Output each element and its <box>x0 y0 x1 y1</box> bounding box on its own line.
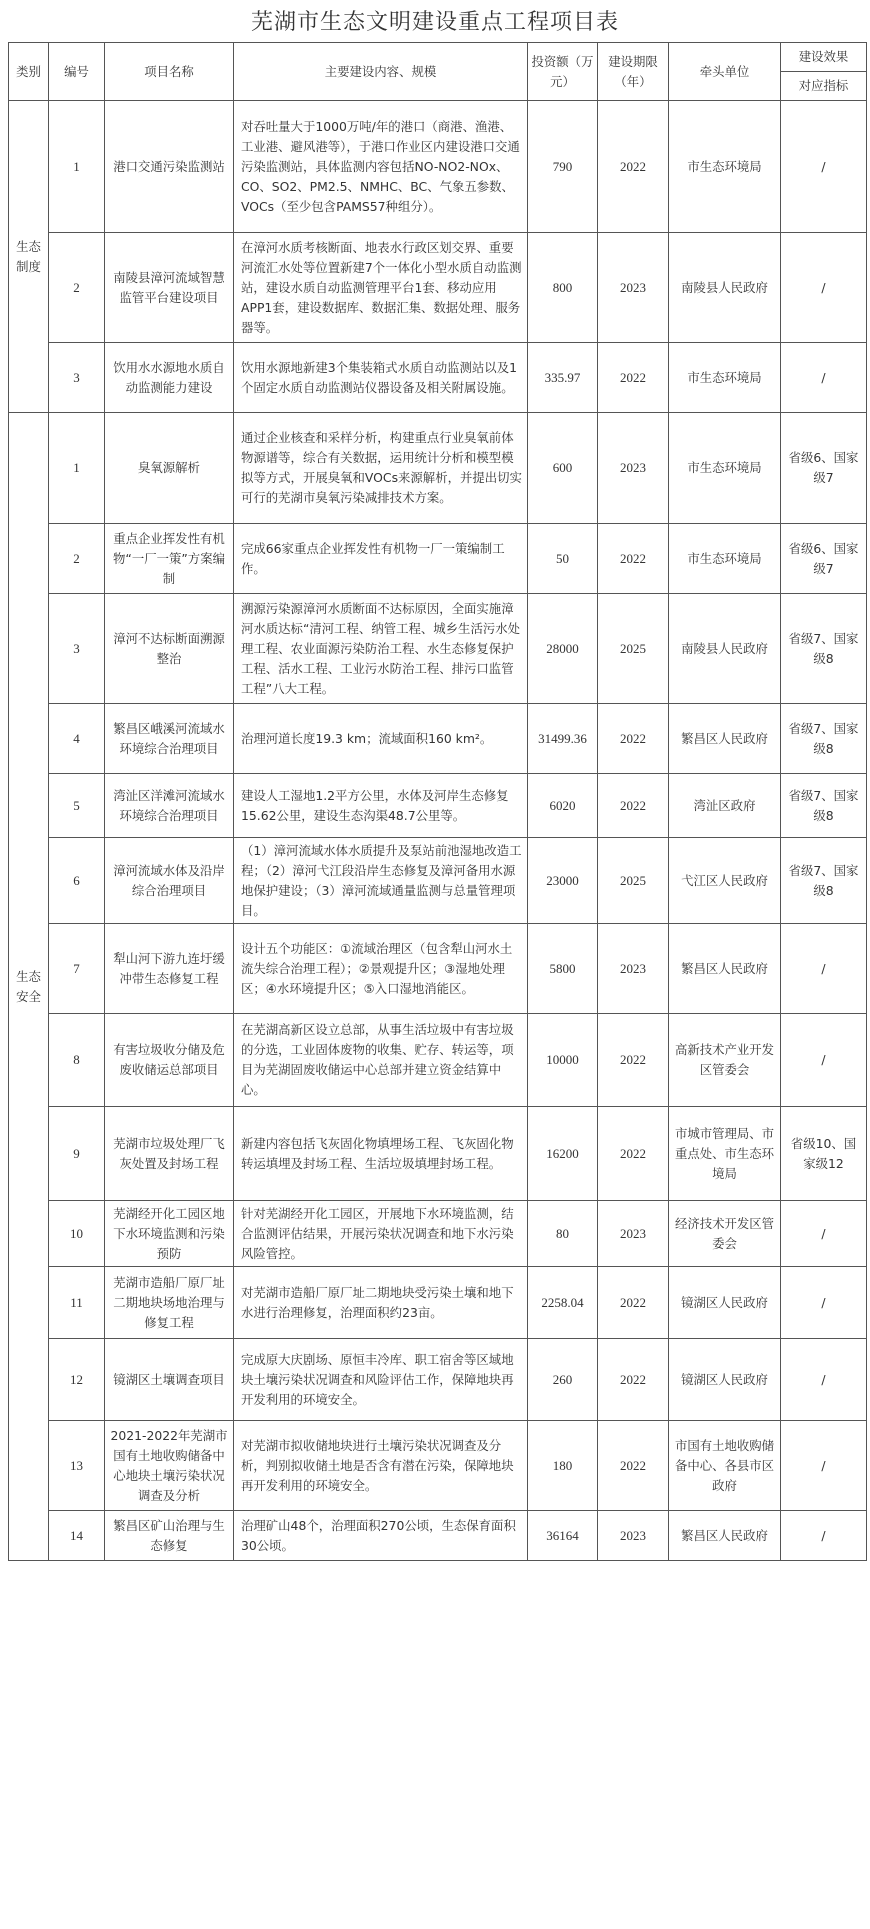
project-invest: 50 <box>528 524 598 594</box>
project-lead: 繁昌区人民政府 <box>669 1511 781 1561</box>
project-name: 南陵县漳河流域智慧监管平台建设项目 <box>105 233 234 343</box>
project-period: 2025 <box>598 594 669 704</box>
project-content: （1）漳河流域水体水质提升及泵站前池湿地改造工程；（2）漳河弋江段沿岸生态修复及漳河备用水源地保护建设；（3）漳河流域通量监测与总量管理项目。 <box>234 838 528 924</box>
project-indicator: 省级7、国家级8 <box>781 594 867 704</box>
project-name: 繁昌区峨溪河流域水环境综合治理项目 <box>105 704 234 774</box>
project-indicator: / <box>781 1267 867 1339</box>
project-indicator: / <box>781 1339 867 1421</box>
table-row <box>9 704 867 774</box>
project-period: 2023 <box>598 924 669 1014</box>
project-period: 2022 <box>598 704 669 774</box>
project-indicator: / <box>781 1201 867 1267</box>
project-indicator: / <box>781 343 867 413</box>
project-no: 1 <box>49 413 105 524</box>
table-row <box>9 101 867 233</box>
project-no: 3 <box>49 343 105 413</box>
header-row-top <box>9 43 867 72</box>
project-indicator: 省级7、国家级8 <box>781 774 867 838</box>
project-period: 2022 <box>598 1339 669 1421</box>
project-invest: 31499.36 <box>528 704 598 774</box>
project-indicator: / <box>781 101 867 233</box>
header-content: 主要建设内容、规模 <box>234 43 528 101</box>
project-invest: 790 <box>528 101 598 233</box>
project-indicator: 省级7、国家级8 <box>781 838 867 924</box>
header-category: 类别 <box>9 43 49 101</box>
project-invest: 260 <box>528 1339 598 1421</box>
header-name: 项目名称 <box>105 43 234 101</box>
project-no: 2 <box>49 233 105 343</box>
project-period: 2022 <box>598 1107 669 1201</box>
project-indicator: / <box>781 924 867 1014</box>
project-name: 镜湖区土壤调查项目 <box>105 1339 234 1421</box>
project-indicator: / <box>781 1014 867 1107</box>
project-content: 设计五个功能区：①流域治理区（包含犁山河水土流失综合治理工程）；②景观提升区；③湿地处理区；④水环境提升区；⑤入口湿地消能区。 <box>234 924 528 1014</box>
project-indicator: / <box>781 1511 867 1561</box>
project-content: 治理河道长度19.3 km；流域面积160 km²。 <box>234 704 528 774</box>
project-no: 3 <box>49 594 105 704</box>
project-no: 13 <box>49 1421 105 1511</box>
project-lead: 镜湖区人民政府 <box>669 1339 781 1421</box>
project-lead: 南陵县人民政府 <box>669 233 781 343</box>
table-row <box>9 1421 867 1511</box>
project-lead: 市生态环境局 <box>669 413 781 524</box>
table-row <box>9 524 867 594</box>
table-row <box>9 1201 867 1267</box>
project-period: 2025 <box>598 838 669 924</box>
project-lead: 市生态环境局 <box>669 524 781 594</box>
project-invest: 800 <box>528 233 598 343</box>
table-row <box>9 1339 867 1421</box>
project-invest: 23000 <box>528 838 598 924</box>
project-lead: 市城市管理局、市重点处、市生态环境局 <box>669 1107 781 1201</box>
table-row <box>9 1267 867 1339</box>
header-invest: 投资额（万元） <box>528 43 598 101</box>
project-no: 1 <box>49 101 105 233</box>
project-name: 有害垃圾收分储及危废收储运总部项目 <box>105 1014 234 1107</box>
project-invest: 180 <box>528 1421 598 1511</box>
project-no: 6 <box>49 838 105 924</box>
category-label: 生态制度 <box>16 238 41 274</box>
project-no: 11 <box>49 1267 105 1339</box>
project-content: 通过企业核查和采样分析，构建重点行业臭氧前体物源谱等，综合有关数据，运用统计分析和模型模拟等方式，开展臭氧和VOCs来源解析，并提出切实可行的芜湖市臭氧污染减排技术方案。 <box>234 413 528 524</box>
project-content: 饮用水源地新建3个集装箱式水质自动监测站以及1个固定水质自动监测站仪器设备及相关附属设施。 <box>234 343 528 413</box>
project-name: 芜湖市造船厂原厂址二期地块场地治理与修复工程 <box>105 1267 234 1339</box>
project-invest: 10000 <box>528 1014 598 1107</box>
project-invest: 80 <box>528 1201 598 1267</box>
project-content: 在芜湖高新区设立总部，从事生活垃圾中有害垃圾的分选，工业固体废物的收集、贮存、转运等，项目为芜湖固废收储运中心总部并建立资金结算中心。 <box>234 1014 528 1107</box>
header-effect: 建设效果 <box>781 43 867 72</box>
project-lead: 经济技术开发区管委会 <box>669 1201 781 1267</box>
project-period: 2022 <box>598 1421 669 1511</box>
table-row <box>9 413 867 524</box>
project-content: 建设人工湿地1.2平方公里，水体及河岸生态修复15.62公里，建设生态沟渠48.7公里等。 <box>234 774 528 838</box>
project-invest: 5800 <box>528 924 598 1014</box>
project-content: 在漳河水质考核断面、地表水行政区划交界、重要河流汇水处等位置新建7个一体化小型水质自动监测站，建设水质自动监测管理平台1套、移动应用APP1套，建设数据库、数据汇集、数据处理、服务器等。 <box>234 233 528 343</box>
table-row <box>9 594 867 704</box>
project-invest: 600 <box>528 413 598 524</box>
project-name: 湾沚区洋滩河流域水环境综合治理项目 <box>105 774 234 838</box>
project-name: 饮用水水源地水质自动监测能力建设 <box>105 343 234 413</box>
document-title: 芜湖市生态文明建设重点工程项目表 <box>250 10 619 35</box>
project-lead: 镜湖区人民政府 <box>669 1267 781 1339</box>
project-no: 4 <box>49 704 105 774</box>
project-name: 漳河不达标断面溯源整治 <box>105 594 234 704</box>
project-invest: 36164 <box>528 1511 598 1561</box>
project-content: 对芜湖市造船厂原厂址二期地块受污染土壤和地下水进行治理修复，治理面积约23亩。 <box>234 1267 528 1339</box>
project-name: 繁昌区矿山治理与生态修复 <box>105 1511 234 1561</box>
category-cell <box>9 101 49 413</box>
project-period: 2022 <box>598 343 669 413</box>
project-period: 2023 <box>598 413 669 524</box>
project-invest: 16200 <box>528 1107 598 1201</box>
header-indicator: 对应指标 <box>781 72 867 101</box>
project-lead: 南陵县人民政府 <box>669 594 781 704</box>
project-no: 12 <box>49 1339 105 1421</box>
project-name: 臭氧源解析 <box>105 413 234 524</box>
project-period: 2022 <box>598 524 669 594</box>
header-lead: 牵头单位 <box>669 43 781 101</box>
project-lead: 繁昌区人民政府 <box>669 704 781 774</box>
header-no: 编号 <box>49 43 105 101</box>
project-period: 2022 <box>598 1014 669 1107</box>
project-lead: 市生态环境局 <box>669 101 781 233</box>
project-period: 2023 <box>598 1201 669 1267</box>
project-content: 完成66家重点企业挥发性有机物一厂一策编制工作。 <box>234 524 528 594</box>
project-name: 2021-2022年芜湖市国有土地收购储备中心地块土壤污染状况调查及分析 <box>105 1421 234 1511</box>
project-no: 7 <box>49 924 105 1014</box>
project-no: 9 <box>49 1107 105 1201</box>
project-no: 8 <box>49 1014 105 1107</box>
project-lead: 高新技术产业开发区管委会 <box>669 1014 781 1107</box>
project-invest: 28000 <box>528 594 598 704</box>
project-lead: 湾沚区政府 <box>669 774 781 838</box>
project-name: 漳河流域水体及沿岸综合治理项目 <box>105 838 234 924</box>
project-name: 港口交通污染监测站 <box>105 101 234 233</box>
table-body <box>9 101 867 1561</box>
project-content: 溯源污染源漳河水质断面不达标原因，全面实施漳河水质达标“清河工程、纳管工程、城乡生活污水处理工程、农业面源污染防治工程、水生态修复保护工程、活水工程、工业污水防治工程、排污口监管工程”八大工程。 <box>234 594 528 704</box>
project-name: 重点企业挥发性有机物“一厂一策”方案编制 <box>105 524 234 594</box>
project-content: 对芜湖市拟收储地块进行土壤污染状况调查及分析，判别拟收储土地是否含有潜在污染，保障地块再开发利用的环境安全。 <box>234 1421 528 1511</box>
project-content: 新建内容包括飞灰固化物填埋场工程、飞灰固化物转运填埋及封场工程、生活垃圾填埋封场工程。 <box>234 1107 528 1201</box>
project-period: 2023 <box>598 233 669 343</box>
project-content: 完成原大庆剧场、原恒丰冷库、职工宿舍等区域地块土壤污染状况调查和风险评估工作，保障地块再开发利用的环境安全。 <box>234 1339 528 1421</box>
project-invest: 6020 <box>528 774 598 838</box>
table-row <box>9 1511 867 1561</box>
project-lead: 市生态环境局 <box>669 343 781 413</box>
project-period: 2022 <box>598 1267 669 1339</box>
project-name: 犁山河下游九连圩缓冲带生态修复工程 <box>105 924 234 1014</box>
project-table <box>8 42 867 1561</box>
project-invest: 2258.04 <box>528 1267 598 1339</box>
project-indicator: 省级6、国家级7 <box>781 524 867 594</box>
table-row <box>9 924 867 1014</box>
table-row <box>9 1014 867 1107</box>
table-row <box>9 838 867 924</box>
project-no: 10 <box>49 1201 105 1267</box>
table-row <box>9 343 867 413</box>
project-period: 2022 <box>598 774 669 838</box>
table-row <box>9 1107 867 1201</box>
project-lead: 弋江区人民政府 <box>669 838 781 924</box>
project-no: 5 <box>49 774 105 838</box>
project-name: 芜湖经开化工园区地下水环境监测和污染预防 <box>105 1201 234 1267</box>
table-row <box>9 233 867 343</box>
project-period: 2023 <box>598 1511 669 1561</box>
project-name: 芜湖市垃圾处理厂飞灰处置及封场工程 <box>105 1107 234 1201</box>
project-lead: 繁昌区人民政府 <box>669 924 781 1014</box>
project-indicator: / <box>781 233 867 343</box>
project-content: 对吞吐量大于1000万吨/年的港口（商港、渔港、工业港、避风港等），于港口作业区内建设港口交通污染监测站，具体监测内容包括NO-NO2-NOx、CO、SO2、PM2.5、NMHC、BC、气象五参数、VOCs（至少包含PAMS57种组分）。 <box>234 101 528 233</box>
category-label: 生态安全 <box>16 968 41 1004</box>
project-indicator: / <box>781 1421 867 1511</box>
table-row <box>9 774 867 838</box>
project-indicator: 省级7、国家级8 <box>781 704 867 774</box>
header-period: 建设期限（年） <box>598 43 669 101</box>
project-indicator: 省级6、国家级7 <box>781 413 867 524</box>
project-no: 2 <box>49 524 105 594</box>
project-content: 治理矿山48个，治理面积270公顷，生态保育面积30公顷。 <box>234 1511 528 1561</box>
project-lead: 市国有土地收购储备中心、各县市区政府 <box>669 1421 781 1511</box>
project-invest: 335.97 <box>528 343 598 413</box>
project-no: 14 <box>49 1511 105 1561</box>
project-period: 2022 <box>598 101 669 233</box>
project-indicator: 省级10、国家级12 <box>781 1107 867 1201</box>
category-cell <box>9 413 49 1561</box>
project-content: 针对芜湖经开化工园区，开展地下水环境监测，结合监测评估结果，开展污染状况调查和地下水污染风险管控。 <box>234 1201 528 1267</box>
